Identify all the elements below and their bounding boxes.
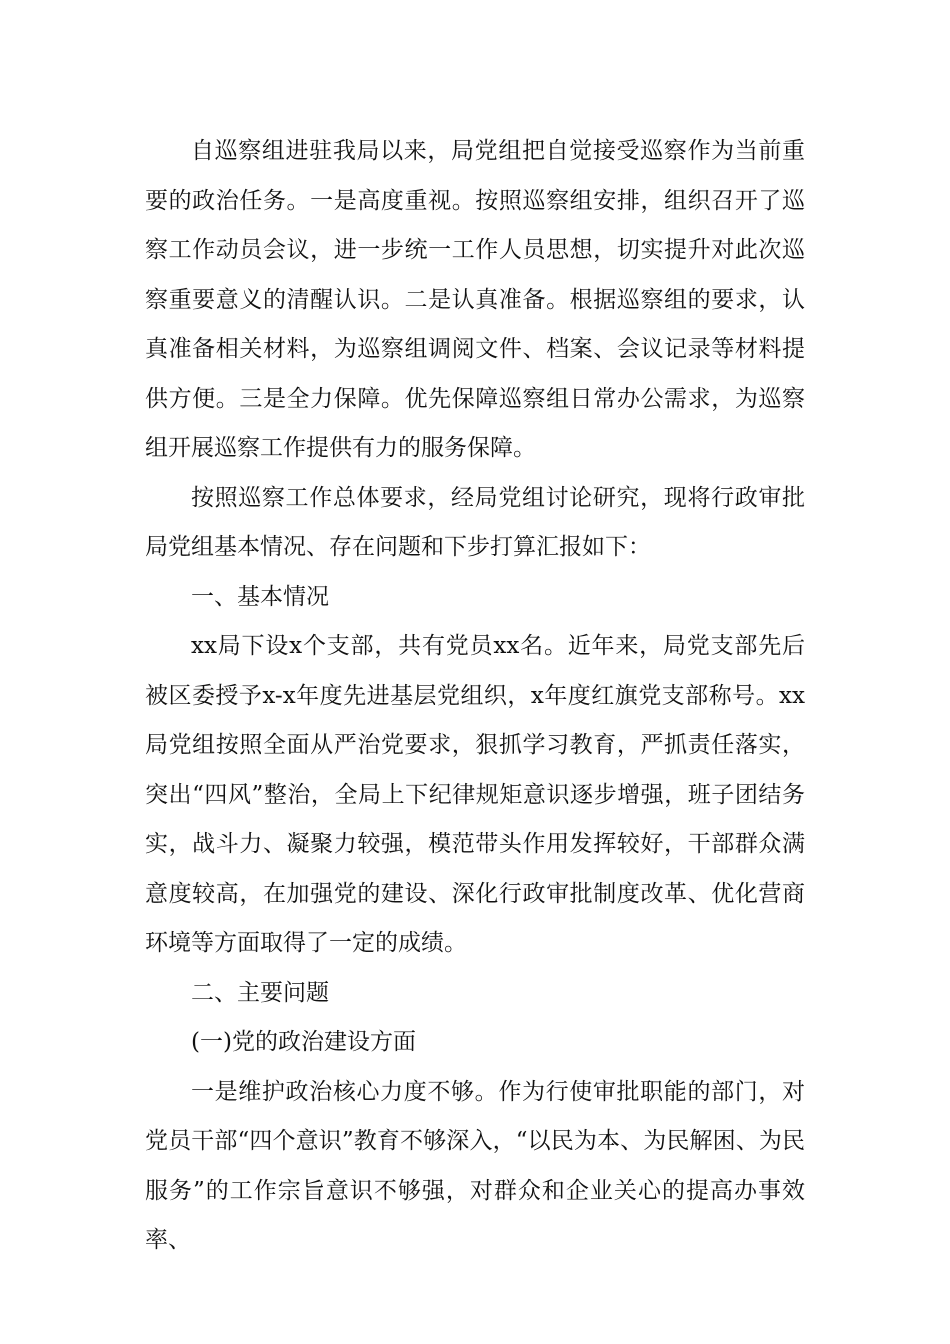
document-body — [145, 127, 805, 1266]
paragraph-political-core: 一是维护政治核心力度不够。作为行使审批职能的部门，对党员干部“四个意识”教育不够深入，“以民为本、为民解困、为民服务”的工作宗旨意识不够强，对群众和企业关心的提高办事效率、 — [145, 1078, 805, 1253]
paragraph-basic-situation: xx局下设x个支部，共有党员xx名。近年来，局党支部先后被区委授予x-x年度先进基层党组织，x年度红旗党支部称号。xx局党组按照全面从严治党要求，狠抓学习教育，严抓责任落实，突出“四风”整治，全局上下纪律规矩意识逐步增强，班子团结务实，战斗力、凝聚力较强，模范带头作用发挥较好，干部群众满意度较高，在加强党的建设、深化行政审批制度改革、优化营商环境等方面取得了一定的成绩。 — [145, 633, 805, 956]
section-heading-main-problems: 二、主要问题 — [191, 979, 329, 1006]
subsection-heading-political-construction: (一)党的政治建设方面 — [191, 1029, 416, 1055]
section-heading-basic-situation: 一、基本情况 — [191, 583, 329, 610]
paragraph-inspection-intro: 自巡察组进驻我局以来，局党组把自觉接受巡察作为当前重要的政治任务。一是高度重视。按照巡察组安排，组织召开了巡察工作动员会议，进一步统一工作人员思想，切实提升对此次巡察重要意义的清醒认识。二是认真准备。根据巡察组的要求，认真准备相关材料，为巡察组调阅文件、档案、会议记录等材料提供方便。三是全力保障。优先保障巡察组日常办公需求，为巡察组开展巡察工作提供有力的服务保障。 — [145, 138, 805, 461]
paragraph-report-overview: 按照巡察工作总体要求，经局党组讨论研究，现将行政审批局党组基本情况、存在问题和下步打算汇报如下： — [145, 484, 805, 560]
